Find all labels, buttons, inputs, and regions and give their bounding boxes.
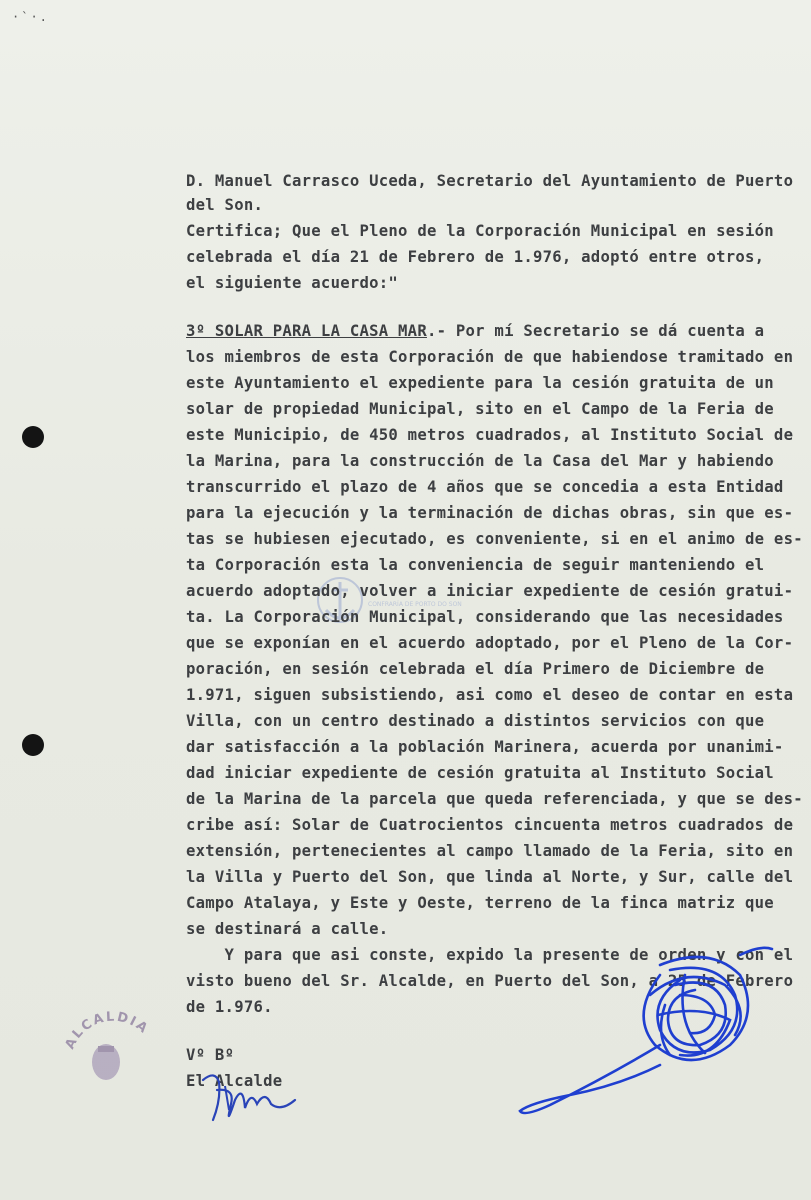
body-line-8: tas se hubiesen ejecutado, es conveniente, si en el animo de es- — [186, 530, 803, 548]
faint-stamp-text: CONFRARÍA DE PORTO DO SON — [368, 601, 462, 608]
punch-hole-upper — [22, 426, 44, 448]
header-line-4: celebrada el día 21 de Febrero de 1.976, adoptó entre otros, — [186, 248, 765, 266]
body-line-20: extensión, pertenecientes al campo llamado de la Feria, sito en — [186, 842, 794, 860]
body-line-3: solar de propiedad Municipal, sito en el Campo de la Feria de — [186, 400, 774, 418]
body-line-6: transcurrido el plazo de 4 años que se concedia a esta Entidad — [186, 478, 784, 496]
closing-line-3: de 1.976. — [186, 998, 273, 1016]
seal-text: ALCALDIA — [62, 1009, 152, 1052]
body-line-9: ta Corporación esta la conveniencia de seguir manteniendo el — [186, 556, 765, 574]
body-line-2: este Ayuntamiento el expediente para la cesión gratuita de un — [186, 374, 774, 392]
body-line-10: acuerdo adoptado, volver a iniciar expediente de cesión gratui- — [186, 582, 794, 600]
body-line-23: se destinará a calle. — [186, 920, 389, 938]
punch-hole-lower — [22, 734, 44, 756]
body-line-15: Villa, con un centro destinado a distintos servicios con que — [186, 712, 765, 730]
body-line-19: cribe así: Solar de Cuatrocientos cincuenta metros cuadrados de — [186, 816, 794, 834]
body-line-13: poración, en sesión celebrada el día Primero de Diciembre de — [186, 660, 765, 678]
body-line-21: la Villa y Puerto del Son, que linda al Norte, y Sur, calle del — [186, 868, 794, 886]
body-line-4: este Municipio, de 450 metros cuadrados, al Instituto Social de — [186, 426, 794, 444]
alcalde-signature — [195, 1060, 315, 1140]
vobo-label: Vº Bº — [186, 1046, 235, 1064]
body-line-14: 1.971, siguen subsistiendo, asi como el deseo de contar en esta — [186, 686, 794, 704]
body-line-7: para la ejecución y la terminación de dichas obras, sin que es- — [186, 504, 794, 522]
agreement-heading-rest: .- Por mí Secretario se dá cuenta a — [426, 322, 765, 340]
body-line-11: ta. La Corporación Municipal, considerando que las necesidades — [186, 608, 784, 626]
body-line-1: los miembros de esta Corporación de que habiendose tramitado en — [186, 348, 794, 366]
alcaldia-seal-stamp — [58, 990, 168, 1100]
agreement-heading-line — [186, 322, 764, 340]
secretary-signature — [510, 935, 780, 1125]
body-line-17: dad iniciar expediente de cesión gratuita al Instituto Social — [186, 764, 774, 782]
header-line-1: D. Manuel Carrasco Uceda, Secretario del Ayuntamiento de Puerto — [186, 172, 794, 190]
header-line-3: Certifica; Que el Pleno de la Corporación Municipal en sesión — [186, 222, 774, 240]
closing-line-2: visto bueno del Sr. Alcalde, en Puerto del Son, a 25 de Febrero — [186, 972, 794, 990]
alcalde-label: El Alcalde — [186, 1072, 283, 1090]
body-line-12: que se exponían en el acuerdo adoptado, por el Pleno de la Cor- — [186, 634, 794, 652]
paper-specks: ·`·. — [12, 10, 49, 24]
header-line-2: del Son. — [186, 196, 264, 214]
body-line-16: dar satisfacción a la población Marinera, acuerda por unanimi- — [186, 738, 784, 756]
body-line-22: Campo Atalaya, y Este y Oeste, terreno de la finca matriz que — [186, 894, 774, 912]
body-line-18: de la Marina de la parcela que queda referenciada, y que se des- — [186, 790, 803, 808]
body-line-5: la Marina, para la construcción de la Casa del Mar y habiendo — [186, 452, 774, 470]
closing-line-1: Y para que asi conste, expido la presente de orden y con el — [186, 946, 794, 964]
header-line-5: el siguiente acuerdo:" — [186, 274, 399, 292]
agreement-heading: 3º SOLAR PARA LA CASA MAR — [186, 322, 427, 340]
